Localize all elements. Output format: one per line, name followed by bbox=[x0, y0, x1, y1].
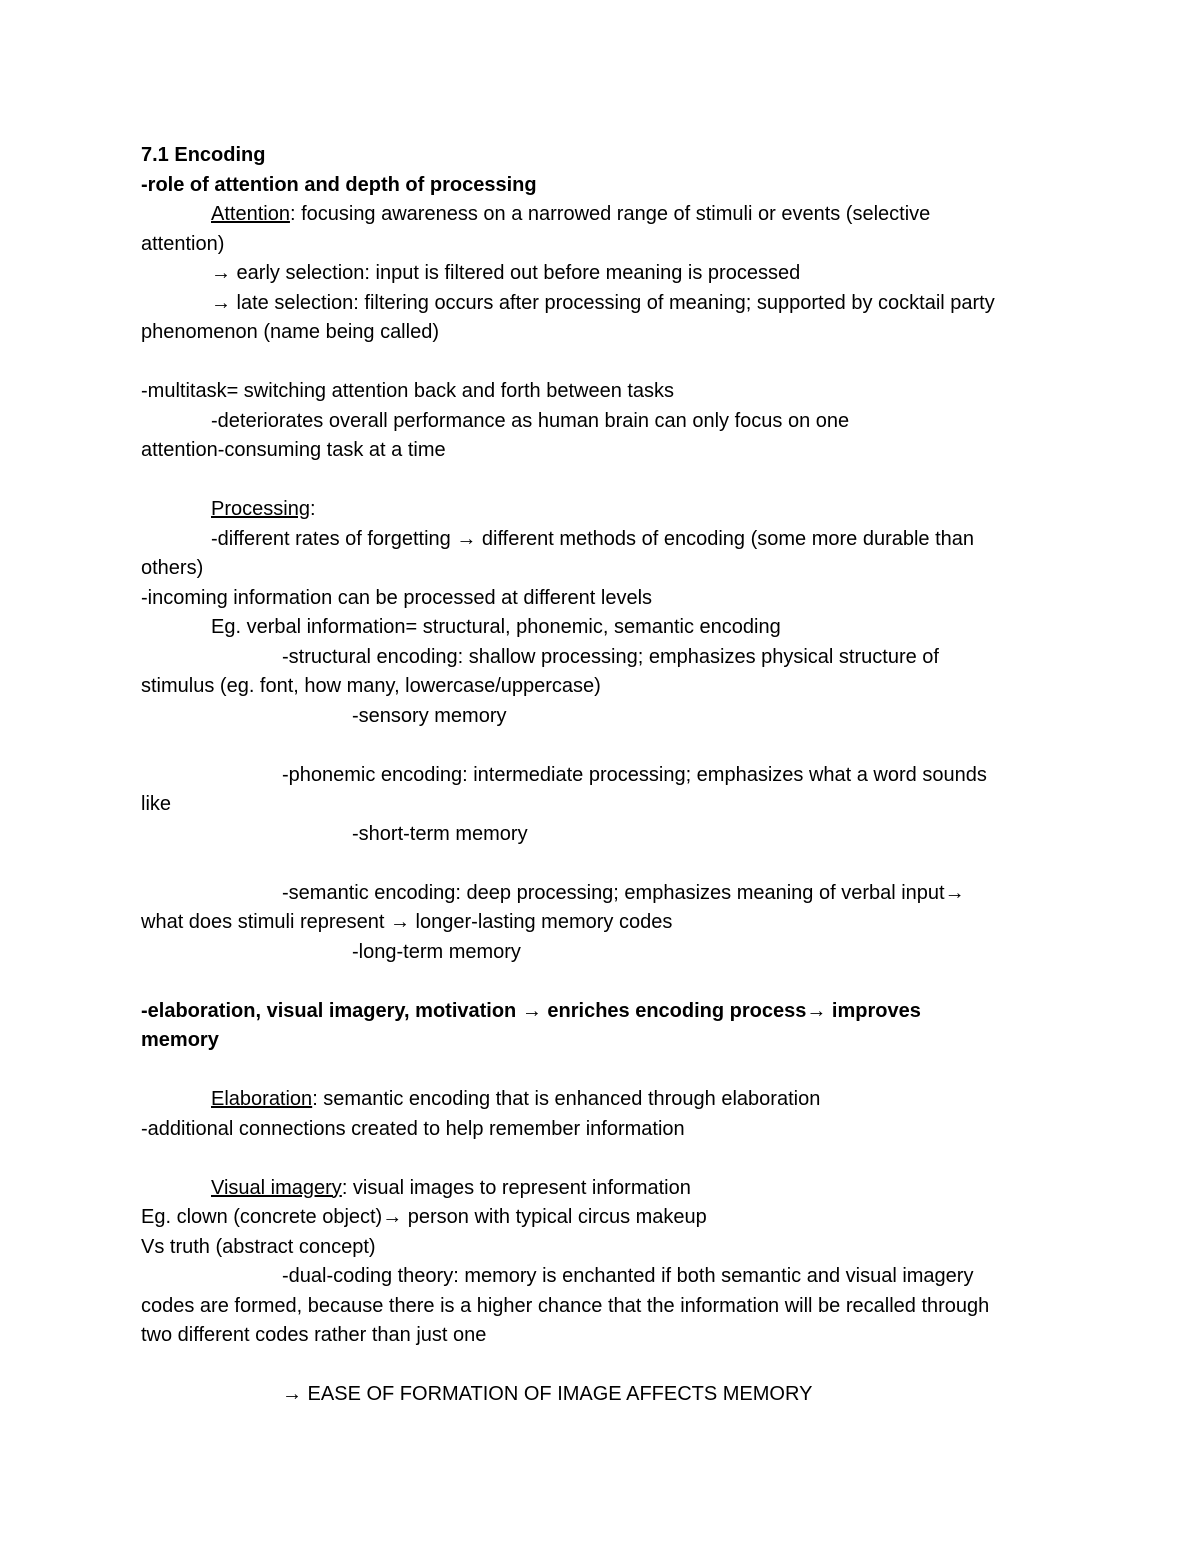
spacer bbox=[141, 849, 1071, 879]
structural-encoding-cont: stimulus (eg. font, how many, lowercase/uppercase) bbox=[141, 675, 601, 697]
attention-definition bbox=[141, 200, 1071, 230]
spacer bbox=[141, 967, 1071, 997]
late-selection-cont: phenomenon (name being called) bbox=[141, 321, 439, 343]
processing-heading bbox=[141, 495, 1071, 525]
ease-of-formation-note: → EASE OF FORMATION OF IMAGE AFFECTS MEMORY bbox=[282, 1383, 813, 1405]
visual-imagery-definition bbox=[141, 1174, 1071, 1204]
visual-imagery-contrast: Vs truth (abstract concept) bbox=[141, 1235, 376, 1258]
sensory-memory: -sensory memory bbox=[352, 704, 507, 727]
attention-def-text: : focusing awareness on a narrowed range of stimuli or events (selective bbox=[289, 203, 931, 225]
phonemic-encoding: -phonemic encoding: intermediate processing; emphasizes what a word sounds bbox=[282, 763, 987, 786]
dual-coding-theory-cont-1: codes are formed, because there is a higher chance that the information will be recalled through bbox=[141, 1294, 990, 1317]
term-processing: Processing bbox=[211, 498, 310, 520]
spacer bbox=[141, 1056, 1071, 1086]
subheading-enrichment-cont: memory bbox=[141, 1029, 219, 1051]
short-term-memory: -short-term memory bbox=[352, 822, 528, 845]
attention-definition-cont: attention) bbox=[141, 232, 225, 255]
dual-coding-theory: -dual-coding theory: memory is enchanted if both semantic and visual imagery bbox=[282, 1265, 974, 1287]
document-page bbox=[141, 141, 1071, 1410]
spacer bbox=[141, 348, 1071, 378]
visual-imagery-def-text: : visual images to represent information bbox=[341, 1176, 691, 1199]
visual-imagery-example: Eg. clown (concrete object)→ person with typical circus makeup bbox=[141, 1206, 707, 1228]
term-attention: Attention bbox=[211, 203, 290, 225]
elaboration-detail: -additional connections created to help remember information bbox=[141, 1117, 685, 1140]
term-elaboration: Elaboration bbox=[211, 1088, 313, 1110]
elaboration-def-text: : semantic encoding that is enhanced through elaboration bbox=[312, 1088, 821, 1110]
processing-example: Eg. verbal information= structural, phonemic, semantic encoding bbox=[211, 616, 781, 638]
spacer bbox=[141, 466, 1071, 496]
term-visual-imagery: Visual imagery bbox=[211, 1176, 342, 1199]
early-selection: → early selection: input is filtered out before meaning is processed bbox=[211, 262, 801, 284]
multitask-detail-cont: attention-consuming task at a time bbox=[141, 439, 446, 461]
multitask-detail: -deteriorates overall performance as human brain can only focus on one bbox=[211, 409, 850, 432]
multitask-line: -multitask= switching attention back and forth between tasks bbox=[141, 380, 675, 402]
elaboration-definition bbox=[141, 1085, 1071, 1115]
processing-line-1: -different rates of forgetting → different methods of encoding (some more durable than bbox=[211, 527, 975, 550]
section-title: 7.1 Encoding bbox=[141, 144, 266, 166]
processing-line-3: -incoming information can be processed at different levels bbox=[141, 586, 653, 609]
subheading-enrichment: -elaboration, visual imagery, motivation → enriches encoding process→ improves bbox=[141, 999, 921, 1022]
spacer bbox=[141, 731, 1071, 761]
semantic-encoding: -semantic encoding: deep processing; emphasizes meaning of verbal input→ bbox=[282, 881, 965, 904]
long-term-memory: -long-term memory bbox=[352, 940, 521, 963]
processing-line-2: others) bbox=[141, 557, 204, 579]
late-selection: → late selection: filtering occurs after processing of meaning; supported by cocktail party bbox=[211, 291, 995, 314]
structural-encoding: -structural encoding: shallow processing; emphasizes physical structure of bbox=[282, 645, 939, 668]
semantic-encoding-cont: what does stimuli represent → longer-lasting memory codes bbox=[141, 911, 673, 933]
phonemic-encoding-cont: like bbox=[141, 793, 172, 815]
spacer bbox=[141, 1351, 1071, 1381]
subheading-attention-processing: -role of attention and depth of processing bbox=[141, 173, 537, 196]
dual-coding-theory-cont-2: two different codes rather than just one bbox=[141, 1324, 487, 1346]
processing-colon: : bbox=[309, 498, 316, 520]
spacer bbox=[141, 1144, 1071, 1174]
